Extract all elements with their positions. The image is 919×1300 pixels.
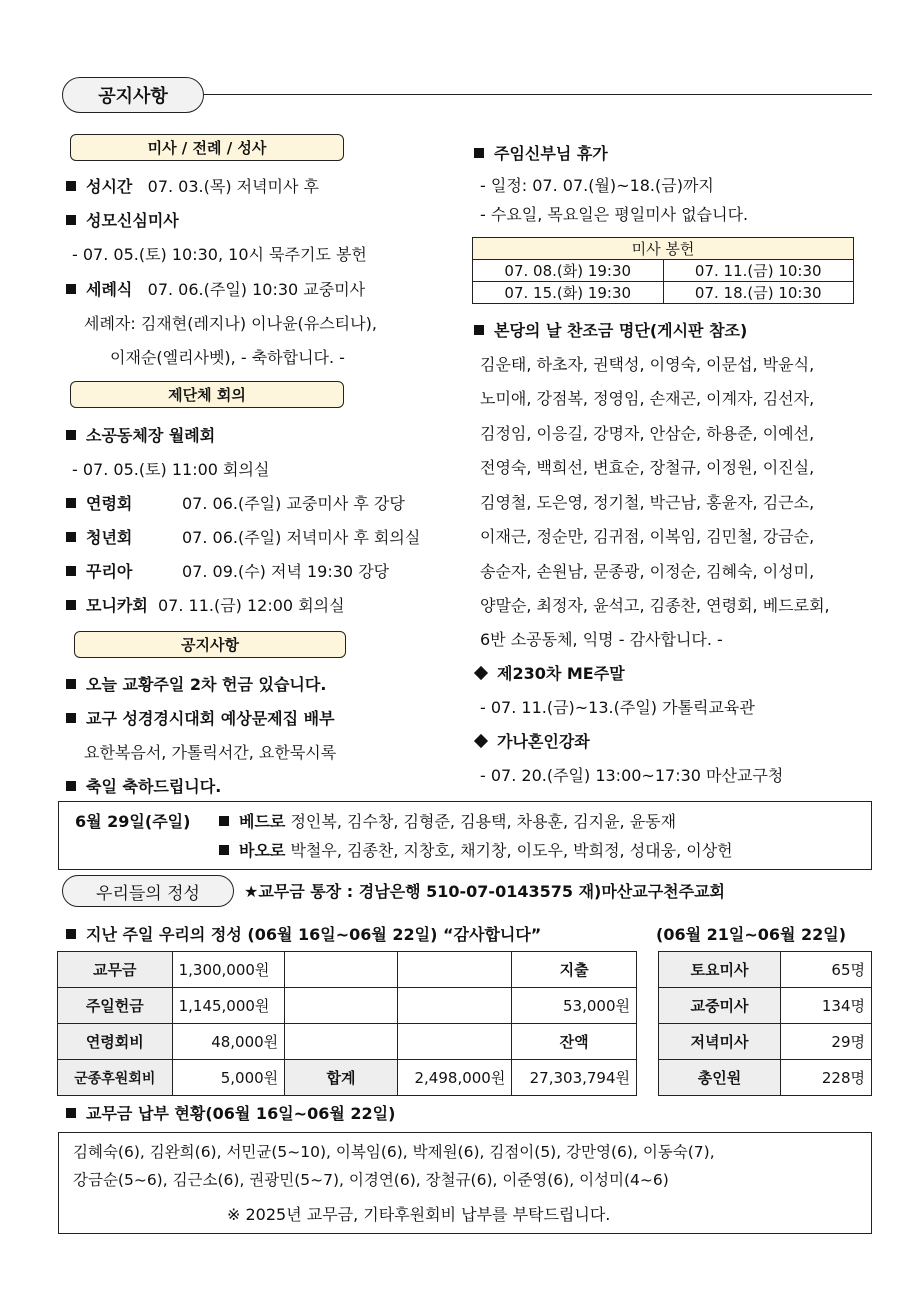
bible-line: 교구 성경경시대회 예상문제집 배부 <box>66 709 335 729</box>
finance-label: 교무금 <box>58 952 173 988</box>
table-row <box>58 952 637 988</box>
donor-line: 김영철, 도은영, 정기철, 박근남, 홍윤자, 김근소, <box>480 493 815 512</box>
vacation-line-2: - 수요일, 목요일은 평일미사 없습니다. <box>480 205 749 224</box>
senior-line: 연령회 07. 06.(주일) 교중미사 후 강당 <box>66 494 405 514</box>
finance-label: 주일헌금 <box>58 988 173 1024</box>
bullet-square-icon <box>474 148 484 158</box>
attendance-label: 교중미사 <box>659 988 781 1024</box>
table-row <box>659 952 872 988</box>
mass-offer-cell: 07. 08.(화) 19:30 <box>473 260 664 282</box>
marriage-text: - 07. 20.(주일) 13:00~17:30 마산교구청 <box>480 766 784 785</box>
account-info: ★교무금 통장 : 경남은행 510-07-0143575 재)마산교구천주교회 <box>244 882 725 901</box>
empty-cell <box>397 952 512 988</box>
feast-line: 축일 축하드립니다. <box>66 777 221 797</box>
youth-line: 청년회 07. 06.(주일) 저녁미사 후 회의실 <box>66 528 420 548</box>
expense-value: 53,000원 <box>512 988 637 1024</box>
bullet-square-icon <box>219 816 229 826</box>
attendance-label: 토요미사 <box>659 952 781 988</box>
donor-line: 노미애, 강점복, 정영임, 손재곤, 이계자, 김선자, <box>480 389 815 408</box>
empty-cell <box>285 1024 398 1060</box>
attendance-value: 228명 <box>781 1060 872 1096</box>
dues-line-1: 김혜숙(6), 김완희(6), 서민균(5~10), 이복임(6), 박제원(6), 김점이(5), 강만영(6), 이동숙(7), <box>73 1143 715 1161</box>
mass-offer-cell: 07. 18.(금) 10:30 <box>663 282 854 304</box>
offering-header: 우리들의 정성 <box>62 875 234 907</box>
baptism-line: 세례식 07. 06.(주일) 10:30 교중미사 <box>66 280 365 300</box>
marriage-title: 가나혼인강좌 <box>474 732 590 752</box>
bullet-diamond-icon <box>474 666 488 680</box>
donor-line: 송순자, 손원남, 문종광, 이정순, 김혜숙, 이성미, <box>480 562 815 581</box>
mass-offer-header: 미사 봉헌 <box>473 238 854 260</box>
empty-cell <box>285 988 398 1024</box>
bullet-square-icon <box>66 430 76 440</box>
dues-note: ※ 2025년 교무금, 기타후원회비 납부를 부탁드립니다. <box>227 1205 611 1224</box>
finance-value: 1,145,000원 <box>172 988 285 1024</box>
table-row <box>58 1024 637 1060</box>
dues-line-2: 강금순(5~6), 김근소(6), 권광민(5~7), 이경연(6), 장철규(6), 이준영(6), 이성미(4~6) <box>73 1171 669 1189</box>
header-rule <box>204 94 872 95</box>
feast-box <box>58 801 872 870</box>
community-title: 소공동체장 월례회 <box>66 426 215 446</box>
attendance-value: 29명 <box>781 1024 872 1060</box>
total-value: 2,498,000원 <box>397 1060 512 1096</box>
bullet-square-icon <box>66 215 76 225</box>
bullet-square-icon <box>66 284 76 294</box>
finance-value: 1,300,000원 <box>172 952 285 988</box>
bible-text: 요한복음서, 가톨릭서간, 요한묵시록 <box>84 743 337 762</box>
balance-value: 27,303,794원 <box>512 1060 637 1096</box>
donor-line: 이재근, 정순만, 김귀점, 이복임, 김민철, 강금순, <box>480 527 815 546</box>
table-row <box>659 1060 872 1096</box>
empty-cell <box>397 988 512 1024</box>
donor-line: 김정임, 이응길, 강명자, 안삼순, 하용준, 이예선, <box>480 424 815 443</box>
attendance-label: 저녁미사 <box>659 1024 781 1060</box>
donor-line: 전영숙, 백희선, 변효순, 장철규, 이정원, 이진실, <box>480 458 815 477</box>
me-text: - 07. 11.(금)~13.(주일) 가톨릭교육관 <box>480 698 755 717</box>
expense-label: 지출 <box>512 952 637 988</box>
table-row <box>659 1024 872 1060</box>
balance-label: 잔액 <box>512 1024 637 1060</box>
finance-label: 연령회비 <box>58 1024 173 1060</box>
mass-offer-table <box>472 237 854 304</box>
me-title: 제230차 ME주말 <box>474 664 625 684</box>
finance-title: 지난 주일 우리의 정성 (06월 16일~06월 22일) “감사합니다” <box>66 925 541 945</box>
bullet-square-icon <box>66 181 76 191</box>
bullet-square-icon <box>66 498 76 508</box>
donor-line: 김운태, 하초자, 권택성, 이영숙, 이문섭, 박윤식, <box>480 355 815 374</box>
baptism-names-1: 세례자: 김재현(레지나) 이나윤(유스티나), <box>84 314 377 333</box>
table-row <box>473 260 854 282</box>
bullet-square-icon <box>66 929 76 939</box>
bullet-square-icon <box>474 325 484 335</box>
finance-value: 48,000원 <box>172 1024 285 1060</box>
curia-line: 꾸리아 07. 09.(수) 저녁 19:30 강당 <box>66 562 389 582</box>
donors-title: 본당의 날 찬조금 명단(게시판 참조) <box>474 321 747 341</box>
notice-header <box>62 77 204 113</box>
dues-title: 교무금 납부 현황(06월 16일~06월 22일) <box>66 1104 395 1124</box>
mary-mass-text: - 07. 05.(토) 10:30, 10시 묵주기도 봉헌 <box>72 245 367 264</box>
table-row <box>659 988 872 1024</box>
monica-line: 모니카회 07. 11.(금) 12:00 회의실 <box>66 596 345 616</box>
attendance-value: 65명 <box>781 952 872 988</box>
notice-header-text: 공지사항 <box>98 86 168 107</box>
bullet-square-icon <box>66 1108 76 1118</box>
mass-label: 미사 / 전례 / 성사 <box>70 134 344 161</box>
total-label: 합계 <box>285 1060 398 1096</box>
bullet-square-icon <box>66 600 76 610</box>
bullet-square-icon <box>66 566 76 576</box>
bullet-square-icon <box>219 845 229 855</box>
vacation-title: 주임신부님 휴가 <box>474 144 608 164</box>
bullet-square-icon <box>66 679 76 689</box>
mass-offer-cell: 07. 15.(화) 19:30 <box>473 282 664 304</box>
mary-mass-title: 성모신심미사 <box>66 211 179 231</box>
community-text: - 07. 05.(토) 11:00 회의실 <box>72 460 270 479</box>
finance-label: 군종후원회비 <box>58 1060 173 1096</box>
bullet-square-icon <box>66 713 76 723</box>
dues-box <box>58 1132 872 1234</box>
donor-line: 양말순, 최정자, 윤석고, 김종찬, 연령회, 베드로회, <box>480 596 830 615</box>
feast-paul: 바오로 박철우, 김종찬, 지창호, 채기창, 이도우, 박희정, 성대웅, 이상헌 <box>219 841 733 861</box>
feast-date: 6월 29일(주일) <box>75 812 191 831</box>
table-row <box>58 988 637 1024</box>
baptism-names-2: 이재순(엘리사벳), - 축하합니다. - <box>110 348 345 367</box>
finance-value: 5,000원 <box>172 1060 285 1096</box>
table-row <box>58 1060 637 1096</box>
mass-offer-cell: 07. 11.(금) 10:30 <box>663 260 854 282</box>
collection-line: 오늘 교황주일 2차 헌금 있습니다. <box>66 675 326 695</box>
confession-line: 성시간 07. 03.(목) 저녁미사 후 <box>66 177 319 197</box>
feast-peter: 베드로 정인복, 김수창, 김형준, 김용택, 차용훈, 김지윤, 윤동재 <box>219 812 676 832</box>
vacation-line-1: - 일정: 07. 07.(월)~18.(금)까지 <box>480 176 714 195</box>
finance-table <box>57 951 637 1096</box>
attendance-value: 134명 <box>781 988 872 1024</box>
bullet-diamond-icon <box>474 734 488 748</box>
attendance-label: 총인원 <box>659 1060 781 1096</box>
empty-cell <box>397 1024 512 1060</box>
council-label: 제단체 회의 <box>70 381 344 408</box>
attendance-table <box>658 951 872 1096</box>
attendance-title: (06월 21일~06월 22일) <box>656 925 847 944</box>
bullet-square-icon <box>66 532 76 542</box>
notice-label: 공지사항 <box>74 631 346 658</box>
table-row <box>473 282 854 304</box>
donor-line: 6반 소공동체, 익명 - 감사합니다. - <box>480 630 723 649</box>
empty-cell <box>285 952 398 988</box>
bullet-square-icon <box>66 781 76 791</box>
